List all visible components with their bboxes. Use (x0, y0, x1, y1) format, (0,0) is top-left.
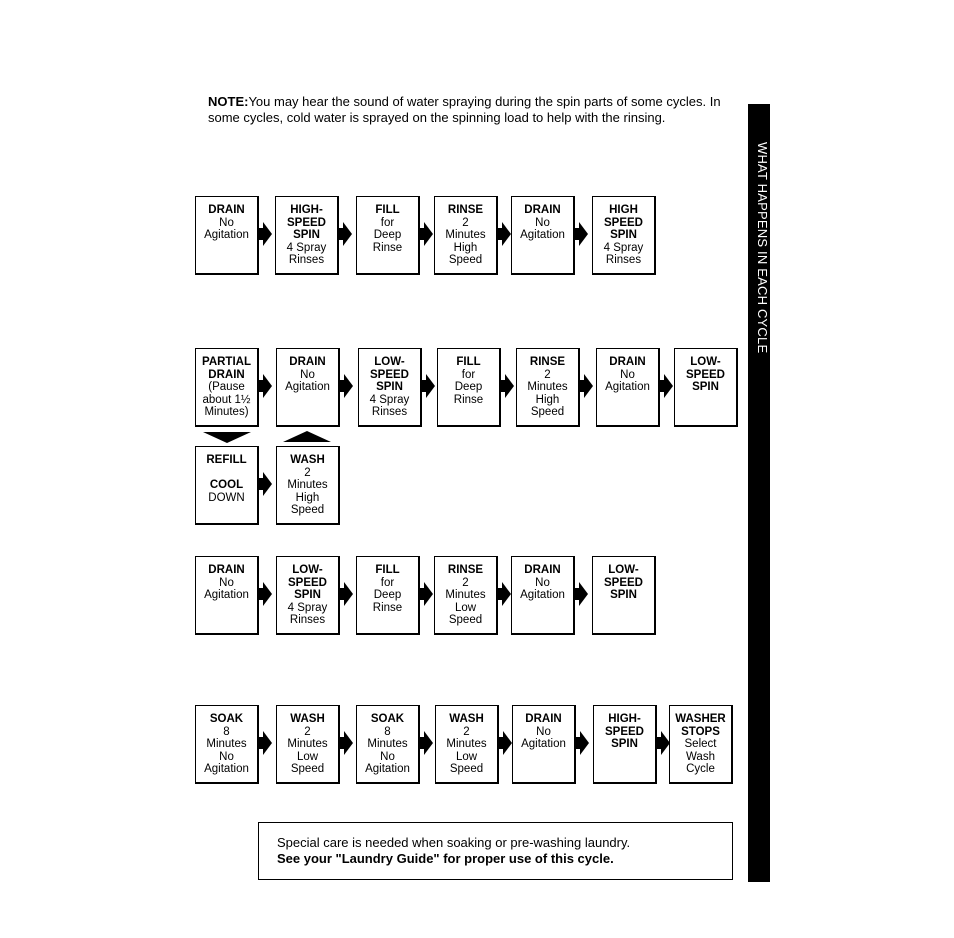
step-line: Rinses (605, 254, 642, 266)
step-line: Agitation (204, 763, 249, 775)
flow-arrow-icon (580, 731, 589, 755)
step-line: Speed (448, 614, 483, 626)
step-line: Deep (373, 589, 402, 601)
step-line: Minutes (445, 589, 486, 601)
step-line: Minutes (446, 738, 487, 750)
step-line: 4 Spray (603, 241, 644, 254)
step-line: Minutes (287, 738, 328, 750)
step-line: Speed (448, 254, 483, 266)
step-box-row1-1 (195, 196, 259, 275)
step-line: No (535, 576, 550, 589)
step-box-row4-2 (276, 705, 340, 784)
step-line: SPIN (610, 589, 637, 601)
step-line: Deep (373, 229, 402, 241)
step-box-row4-6 (593, 705, 657, 784)
step-line: 2 (462, 216, 469, 229)
step-line: Minutes (445, 229, 486, 241)
step-box-row2b-2 (276, 446, 340, 525)
step-line: LOW- (690, 356, 721, 368)
step-box-row1-5 (511, 196, 575, 275)
step-line: DOWN (208, 491, 245, 504)
step-line: DRAIN (289, 356, 326, 368)
step-line: 2 (463, 725, 470, 738)
step-line: Low (454, 601, 477, 614)
step-line: FILL (456, 356, 481, 368)
flow-arrow-icon (502, 582, 511, 606)
step-line: about 1½ (202, 393, 251, 406)
step-box-row4-7 (669, 705, 733, 784)
step-box-row3-3 (356, 556, 420, 635)
flow-arrow-icon (344, 374, 353, 398)
step-line: Rinses (289, 614, 326, 626)
step-line: Minutes (206, 738, 247, 750)
flow-arrow-icon (664, 374, 673, 398)
step-line: SPEED (605, 725, 644, 738)
step-line: SPIN (294, 589, 321, 601)
flow-arrow-icon (579, 222, 588, 246)
step-line: No (219, 750, 234, 763)
step-line: No (536, 725, 551, 738)
step-line (196, 467, 257, 480)
step-box-row1-6 (592, 196, 656, 275)
step-line: Minutes) (204, 406, 249, 418)
step-line: 4 Spray (286, 241, 327, 254)
step-line: Rinse (372, 601, 403, 614)
step-line: FILL (375, 564, 400, 576)
step-line: High (453, 241, 478, 254)
step-box-row2-1 (195, 348, 259, 427)
step-line: (Pause (208, 381, 245, 393)
step-box-row1-4 (434, 196, 498, 275)
step-line: Wash (686, 750, 715, 763)
step-line: HIGH- (290, 204, 323, 216)
step-line: FILL (375, 204, 400, 216)
flow-arrow-icon (584, 374, 593, 398)
step-line: Minutes (287, 479, 328, 491)
step-line: 8 (384, 725, 391, 738)
step-box-row3-4 (434, 556, 498, 635)
step-line: Agitation (204, 229, 249, 241)
flow-arrow-icon (344, 582, 353, 606)
step-box-row1-2 (275, 196, 339, 275)
step-line: No (300, 368, 315, 381)
step-line: Agitation (204, 589, 249, 601)
step-line: 2 (304, 466, 311, 479)
step-box-row2-5 (516, 348, 580, 427)
special-care-line-1: Special care is needed when soaking or pre-washing laundry. (277, 835, 631, 850)
step-line: RINSE (447, 204, 484, 216)
note-text: You may hear the sound of water spraying during the spin parts of some cycles. In some cycles, cold water is sprayed on the spinning load to help with the rinsing. (208, 94, 721, 125)
step-line: for (380, 576, 395, 589)
step-line: Minutes (527, 381, 568, 393)
step-line: WASH (449, 713, 484, 725)
flow-arrow-icon (263, 374, 272, 398)
flow-arrow-icon (503, 731, 512, 755)
flow-arrow-icon (424, 731, 433, 755)
step-line: REFILL (206, 454, 247, 466)
step-line: for (380, 216, 395, 229)
step-line: Low (296, 750, 319, 763)
special-care-line-2: See your "Laundry Guide" for proper use of this cycle. (277, 851, 614, 866)
step-box-row4-3 (356, 705, 420, 784)
step-line: WASH (290, 454, 325, 466)
step-line: SPIN (293, 229, 320, 241)
step-line: DRAIN (609, 356, 646, 368)
step-line: No (620, 368, 635, 381)
step-line: Rinse (453, 393, 484, 406)
sidebar-banner (748, 104, 770, 882)
step-line: SPEED (686, 368, 725, 381)
step-line: HIGH (609, 204, 638, 216)
step-line: SPIN (610, 229, 637, 241)
step-line: High (535, 393, 560, 406)
flow-arrow-icon (263, 472, 272, 496)
step-line: Low (455, 750, 478, 763)
down-arrow-icon (203, 432, 251, 444)
step-line: WASH (290, 713, 325, 725)
step-line: Agitation (520, 589, 565, 601)
step-line: 8 (223, 725, 230, 738)
step-line: High (295, 491, 320, 504)
step-box-row2-2 (276, 348, 340, 427)
flow-arrow-icon (502, 222, 511, 246)
step-box-row4-5 (512, 705, 576, 784)
flow-arrow-icon (343, 222, 352, 246)
step-box-row3-6 (592, 556, 656, 635)
step-box-row3-5 (511, 556, 575, 635)
step-line: SPIN (611, 738, 638, 750)
step-line: RINSE (529, 356, 566, 368)
step-line: Rinses (288, 254, 325, 266)
flow-arrow-icon (505, 374, 514, 398)
step-line: for (461, 368, 476, 381)
step-line: SPEED (287, 216, 326, 229)
step-line: DRAIN (525, 713, 562, 725)
step-box-row2-3 (358, 348, 422, 427)
step-box-row2-6 (596, 348, 660, 427)
step-line: SOAK (370, 713, 405, 725)
step-line: Minutes (367, 738, 408, 750)
step-line: RINSE (447, 564, 484, 576)
flow-arrow-icon (263, 582, 272, 606)
step-line: PARTIAL (202, 356, 251, 368)
step-line: Speed (449, 763, 484, 775)
step-line: LOW- (374, 356, 405, 368)
step-line: STOPS (681, 725, 720, 738)
step-box-row3-1 (195, 556, 259, 635)
step-line: 2 (462, 576, 469, 589)
step-line: DRAIN (208, 368, 245, 381)
step-line: Deep (454, 381, 483, 393)
step-line: No (380, 750, 395, 763)
step-line: No (219, 216, 234, 229)
step-line: SPEED (370, 368, 409, 381)
special-care-box (258, 822, 733, 880)
flow-arrow-icon (263, 731, 272, 755)
note-label: NOTE: (208, 94, 249, 109)
step-line: Agitation (285, 381, 330, 393)
step-line: SOAK (209, 713, 244, 725)
step-line: SPIN (376, 381, 403, 393)
flow-arrow-icon (344, 731, 353, 755)
step-line: DRAIN (524, 564, 561, 576)
step-line: WASHER (675, 713, 726, 725)
step-line: Rinses (371, 406, 408, 418)
flow-arrow-icon (426, 374, 435, 398)
step-line: DRAIN (208, 204, 245, 216)
step-line: Speed (530, 406, 565, 418)
step-line: No (535, 216, 550, 229)
step-line: SPEED (604, 216, 643, 229)
step-box-row1-3 (356, 196, 420, 275)
step-line: Agitation (605, 381, 650, 393)
step-line: Agitation (365, 763, 410, 775)
up-arrow-icon (283, 431, 331, 443)
step-line: Agitation (521, 738, 566, 750)
flow-arrow-icon (579, 582, 588, 606)
flow-arrow-icon (263, 222, 272, 246)
step-line: 4 Spray (369, 393, 410, 406)
step-line: SPEED (604, 576, 643, 589)
step-line: SPEED (288, 576, 327, 589)
step-line: 2 (544, 368, 551, 381)
step-line: COOL (209, 479, 244, 491)
flow-arrow-icon (424, 222, 433, 246)
step-line: Cycle (686, 763, 715, 775)
sidebar-title: WHAT HAPPENS IN EACH CYCLE (755, 142, 770, 354)
step-line: 4 Spray (287, 601, 328, 614)
step-box-row2-7 (674, 348, 738, 427)
step-line: Speed (290, 763, 325, 775)
step-line: Rinse (372, 241, 403, 254)
step-line: DRAIN (524, 204, 561, 216)
step-line: HIGH- (608, 713, 641, 725)
step-line: Select (684, 738, 717, 750)
step-line: No (219, 576, 234, 589)
step-line: Speed (290, 504, 325, 516)
step-line: SPIN (692, 381, 719, 393)
step-line: LOW- (292, 564, 323, 576)
step-line: DRAIN (208, 564, 245, 576)
step-line: 2 (304, 725, 311, 738)
step-line: LOW- (608, 564, 639, 576)
step-box-row2-4 (437, 348, 501, 427)
flow-arrow-icon (424, 582, 433, 606)
step-box-row4-1 (195, 705, 259, 784)
note-paragraph (208, 94, 738, 125)
step-box-row3-2 (276, 556, 340, 635)
step-box-row4-4 (435, 705, 499, 784)
step-line: Agitation (520, 229, 565, 241)
step-box-row2b-1 (195, 446, 259, 525)
